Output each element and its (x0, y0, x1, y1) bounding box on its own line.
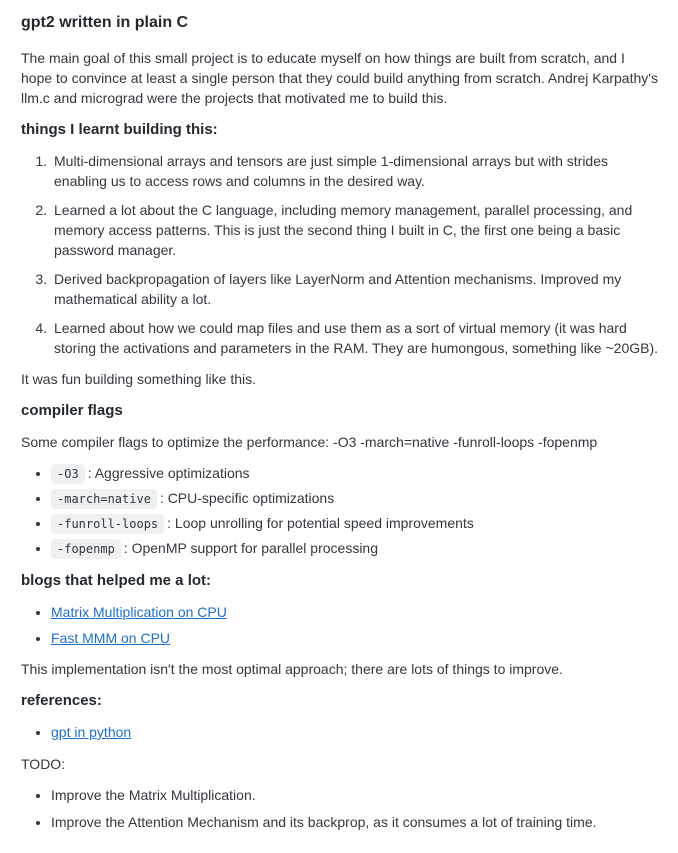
heading-things-learnt: things I learnt building this: (21, 121, 218, 138)
list-item: • Improve the Attention Mechanism and its backprop, as it consumes a lot of training time. (51, 812, 658, 832)
inline-code-chip: -march=native (51, 489, 157, 509)
inline-code-chip: -fopenmp (51, 539, 121, 559)
blogs-list (21, 602, 658, 648)
intro-paragraph: The main goal of this small project is to educate myself on how things are built from scratch, and I hope to convince at least a single person that they could build anything from scratch. Andrej Karpathy's llm.c and micrograd were the projects that motivated me to build this. (21, 50, 658, 106)
compiler-flags-list (21, 463, 658, 559)
list-item: 2. Learned a lot about the C language, including memory management, parallel processing, and memory access patterns. This is just the second thing I built in C, the first one being a basic password manager. (51, 200, 658, 260)
inline-code-chip: -funroll-loops (51, 514, 164, 534)
inline-code-chip: -O3 (51, 464, 85, 484)
heading-references: references: (21, 692, 102, 709)
flag-item (51, 538, 658, 559)
link-matrix-multiplication-on-cpu[interactable]: Matrix Multiplication on CPU (51, 604, 227, 620)
flag-description: : Loop unrolling for potential speed improvements (167, 515, 474, 531)
heading-blogs: blogs that helped me a lot: (21, 572, 212, 589)
todo-list (21, 785, 658, 832)
page-title: gpt2 written in plain C (21, 14, 189, 31)
flag-item (51, 463, 658, 484)
learnt-list (21, 151, 658, 358)
flag-description: : CPU-specific optimizations (159, 490, 335, 506)
link-gpt-in-python[interactable]: gpt in python (51, 724, 132, 740)
flag-description: : Aggressive optimizations (87, 465, 250, 481)
optimal-paragraph: This implementation isn't the most optimal approach; there are lots of things to improve. (21, 661, 563, 677)
flag-description: : OpenMP support for parallel processing (123, 540, 379, 556)
list-item (51, 722, 658, 742)
list-item (51, 602, 658, 622)
readme-document (21, 13, 658, 832)
compiler-intro-paragraph: Some compiler flags to optimize the performance: -O3 -march=native -funroll-loops -fopenmp (21, 434, 598, 450)
heading-todo: TODO: (21, 756, 66, 772)
list-item (51, 628, 658, 648)
flag-item (51, 513, 658, 534)
list-item: • Improve the Matrix Multiplication. (51, 785, 658, 805)
list-item: 1. Multi-dimensional arrays and tensors are just simple 1-dimensional arrays but with strides enabling us to access rows and columns in the desired way. (51, 151, 658, 191)
link-fast-mmm-on-cpu[interactable]: Fast MMM on CPU (51, 630, 171, 646)
list-item: 3. Derived backpropagation of layers like LayerNorm and Attention mechanisms. Improved my mathematical ability a lot. (51, 269, 658, 309)
flag-item (51, 488, 658, 509)
fun-paragraph: It was fun building something like this. (21, 371, 257, 387)
list-item: 4. Learned about how we could map files and use them as a sort of virtual memory (it was hard storing the activations and parameters in the RAM. They are humongous, something like ~20GB). (51, 318, 658, 358)
references-list (21, 722, 658, 742)
heading-compiler-flags: compiler flags (21, 402, 123, 419)
